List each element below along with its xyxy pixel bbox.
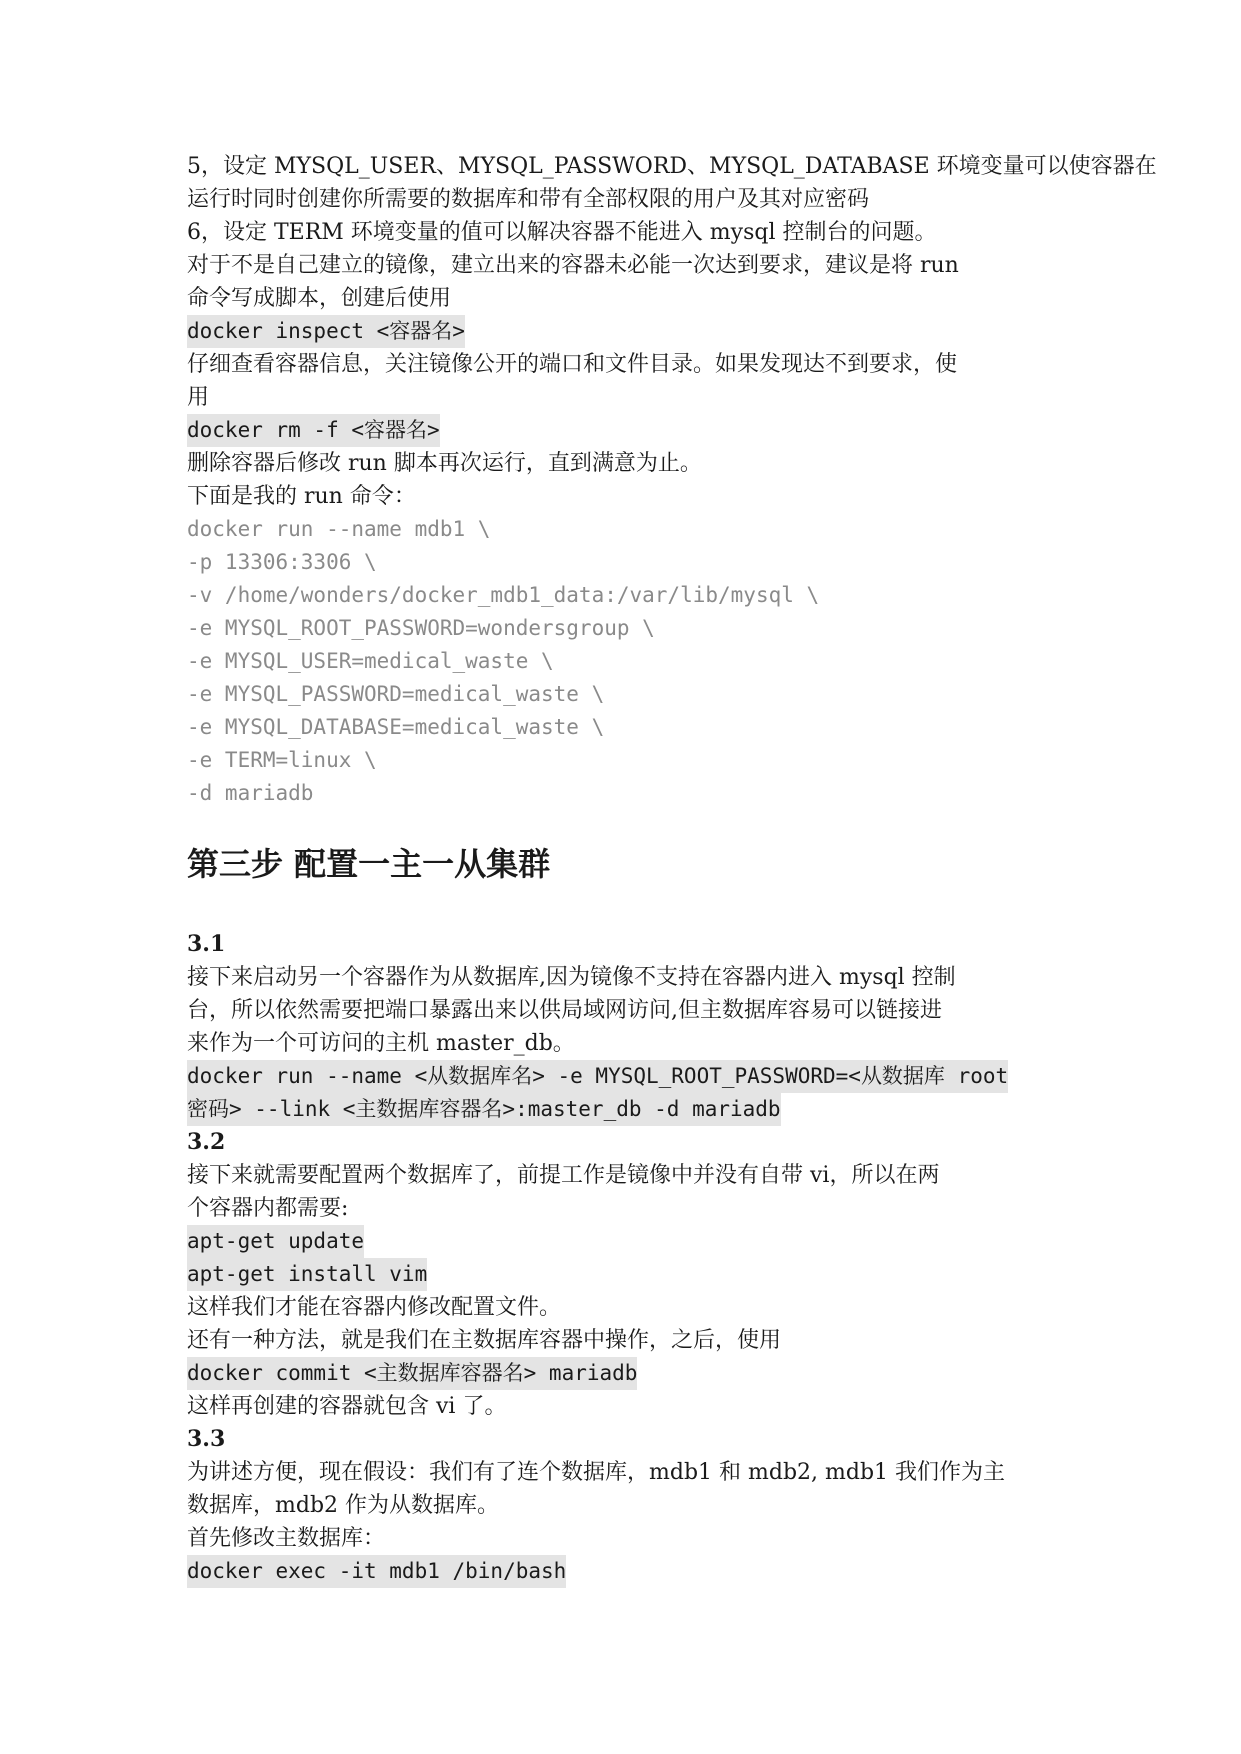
slave-run-command: 密码> --link <主数据库容器名>:master_db -d mariadb bbox=[187, 1093, 781, 1126]
section-heading: 第三步 配置一主一从集群 bbox=[187, 845, 551, 883]
paragraph-line: 台，所以依然需要把端口暴露出来以供局域网访问,但主数据库容易可以链接进 bbox=[187, 998, 942, 1023]
run-script-line: docker run --name mdb1 \ bbox=[187, 517, 491, 541]
code-line bbox=[187, 1357, 1057, 1390]
code-line bbox=[187, 1555, 1057, 1588]
apt-install-command: apt-get install vim bbox=[187, 1258, 427, 1291]
paragraph-line: 用 bbox=[187, 385, 210, 410]
subsection-label: 3.2 bbox=[187, 1129, 226, 1155]
run-script-line: -p 13306:3306 \ bbox=[187, 550, 377, 574]
paragraph-line: 删除容器后修改 run 脚本再次运行，直到满意为止。 bbox=[187, 451, 702, 476]
inspect-command: docker inspect <容器名> bbox=[187, 315, 465, 348]
apt-update-command: apt-get update bbox=[187, 1225, 364, 1258]
rm-command: docker rm -f <容器名> bbox=[187, 414, 440, 447]
code-line bbox=[187, 1225, 1057, 1258]
paragraph-line: 为讲述方便，现在假设：我们有了连个数据库，mdb1 和 mdb2, mdb1 我们作为主 bbox=[187, 1460, 1006, 1485]
code-line bbox=[187, 1258, 1057, 1291]
paragraph-line: 接下来启动另一个容器作为从数据库,因为镜像不支持在容器内进入 mysql 控制 bbox=[187, 965, 956, 990]
paragraph-line: 对于不是自己建立的镜像，建立出来的容器未必能一次达到要求，建议是将 run bbox=[187, 253, 959, 278]
paragraph-line: 接下来就需要配置两个数据库了，前提工作是镜像中并没有自带 vi，所以在两 bbox=[187, 1163, 940, 1188]
run-script-line: -e MYSQL_ROOT_PASSWORD=wondersgroup \ bbox=[187, 616, 655, 640]
code-line bbox=[187, 1060, 1057, 1093]
paragraph-line: 这样再创建的容器就包含 vi 了。 bbox=[187, 1394, 507, 1419]
paragraph-line: 还有一种方法，就是我们在主数据库容器中操作，之后，使用 bbox=[187, 1328, 782, 1353]
paragraph-line: 来作为一个可访问的主机 master_db。 bbox=[187, 1031, 575, 1056]
subsection-label: 3.3 bbox=[187, 1426, 226, 1452]
paragraph-line: 命令写成脚本，创建后使用 bbox=[187, 286, 452, 311]
code-line bbox=[187, 414, 1057, 447]
run-script-line: -d mariadb bbox=[187, 781, 314, 805]
subsection-label: 3.1 bbox=[187, 931, 226, 957]
run-script-line: -e TERM=linux \ bbox=[187, 748, 377, 772]
code-line bbox=[187, 1093, 1057, 1126]
paragraph-line: 个容器内都需要: bbox=[187, 1196, 349, 1221]
run-script-line: -v /home/wonders/docker_mdb1_data:/var/lib/mysql \ bbox=[187, 583, 820, 607]
paragraph-line: 下面是我的 run 命令： bbox=[187, 484, 416, 509]
paragraph-line: 运行时同时创建你所需要的数据库和带有全部权限的用户及其对应密码 bbox=[187, 187, 870, 212]
slave-run-command: docker run --name <从数据库名> -e MYSQL_ROOT_PASSWORD=<从数据库 root bbox=[187, 1060, 1008, 1093]
commit-command: docker commit <主数据库容器名> mariadb bbox=[187, 1357, 637, 1390]
paragraph-line: 仔细查看容器信息，关注镜像公开的端口和文件目录。如果发现达不到要求，使 bbox=[187, 352, 958, 377]
paragraph-line: 6，设定 TERM 环境变量的值可以解决容器不能进入 mysql 控制台的问题。 bbox=[187, 220, 937, 245]
run-script-line: -e MYSQL_PASSWORD=medical_waste \ bbox=[187, 682, 605, 706]
run-script-line: -e MYSQL_DATABASE=medical_waste \ bbox=[187, 715, 605, 739]
paragraph-line: 这样我们才能在容器内修改配置文件。 bbox=[187, 1295, 562, 1320]
paragraph-line: 数据库，mdb2 作为从数据库。 bbox=[187, 1493, 500, 1518]
code-line bbox=[187, 315, 1057, 348]
run-script-line: -e MYSQL_USER=medical_waste \ bbox=[187, 649, 554, 673]
document-page bbox=[187, 150, 1157, 1588]
paragraph-line: 首先修改主数据库： bbox=[187, 1526, 386, 1551]
paragraph-line: 5，设定 MYSQL_USER、MYSQL_PASSWORD、MYSQL_DATABASE 环境变量可以使容器在 bbox=[187, 154, 1157, 179]
exec-command: docker exec -it mdb1 /bin/bash bbox=[187, 1555, 566, 1588]
